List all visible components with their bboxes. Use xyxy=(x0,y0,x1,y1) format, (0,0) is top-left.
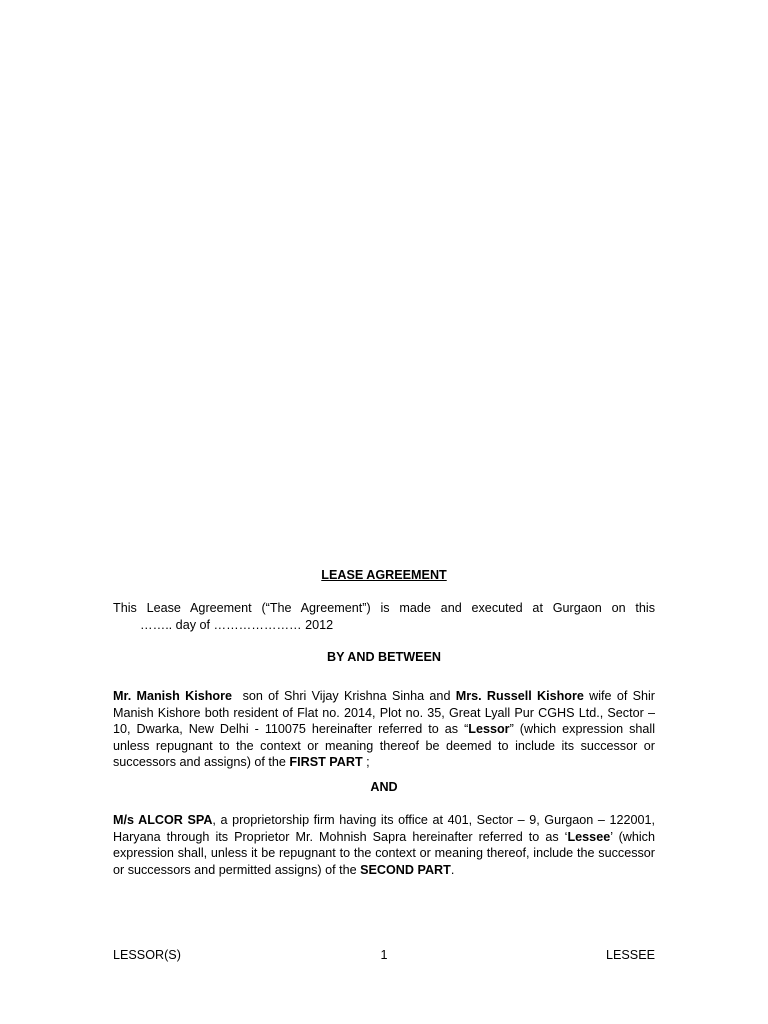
second-party-name: M/s ALCOR SPA xyxy=(113,813,213,827)
lessor-label: Lessor xyxy=(468,722,510,737)
intro-line-1: This Lease Agreement (“The Agreement”) is made and executed at Gurgaon on this xyxy=(113,601,655,615)
first-party-paragraph xyxy=(113,688,655,771)
first-party-text-4: ; xyxy=(362,755,370,770)
first-party-text-3: ” (which expression shall unless repugnant to the context or meaning thereof be deemed to include its successor or successors and assigns) of the xyxy=(113,722,655,770)
page-footer xyxy=(113,947,655,964)
first-part-label: FIRST PART xyxy=(289,755,363,770)
second-party-text-3: . xyxy=(450,862,455,877)
second-party-paragraph xyxy=(113,812,655,878)
second-party-text-2: ’ (which expression shall, unless it be repugnant to the context or meaning thereof, include the successor or successors and permitted assigns) of the xyxy=(113,829,655,877)
first-party-name: Mr. Manish Kishore xyxy=(113,689,233,703)
intro-line-2: …….. day of ………………… 2012 xyxy=(140,617,334,632)
first-party-text-1: son of Shri Vijay Krishna Sinha and xyxy=(232,689,456,703)
footer-lessor-label: LESSOR(S) xyxy=(113,948,181,962)
first-party-text-2: wife of Shir Manish Kishore both resident of Flat no. 2014, Plot no. 35, Great Lyall Pur CGHS Ltd., Sector – 10, Dwarka, New Delhi - 110075 hereinafter referred to as “ xyxy=(113,689,656,737)
document-title: LEASE AGREEMENT xyxy=(321,568,447,582)
first-party-spouse-name: Mrs. Russell Kishore xyxy=(455,689,584,703)
footer-lessee-label: LESSEE xyxy=(605,948,655,962)
lessee-label: Lessee xyxy=(567,829,611,844)
page-number: 1 xyxy=(380,948,388,962)
and-heading: AND xyxy=(370,780,398,794)
by-and-between-heading: BY AND BETWEEN xyxy=(326,650,442,664)
second-part-label: SECOND PART xyxy=(360,862,451,877)
intro-paragraph xyxy=(113,600,655,633)
second-party-text-1: , a proprietorship firm having its office at 401, Sector – 9, Gurgaon – 122001, Haryana through its Proprietor Mr. Mohnish Sapra hereinafter referred to as ‘ xyxy=(113,813,655,844)
